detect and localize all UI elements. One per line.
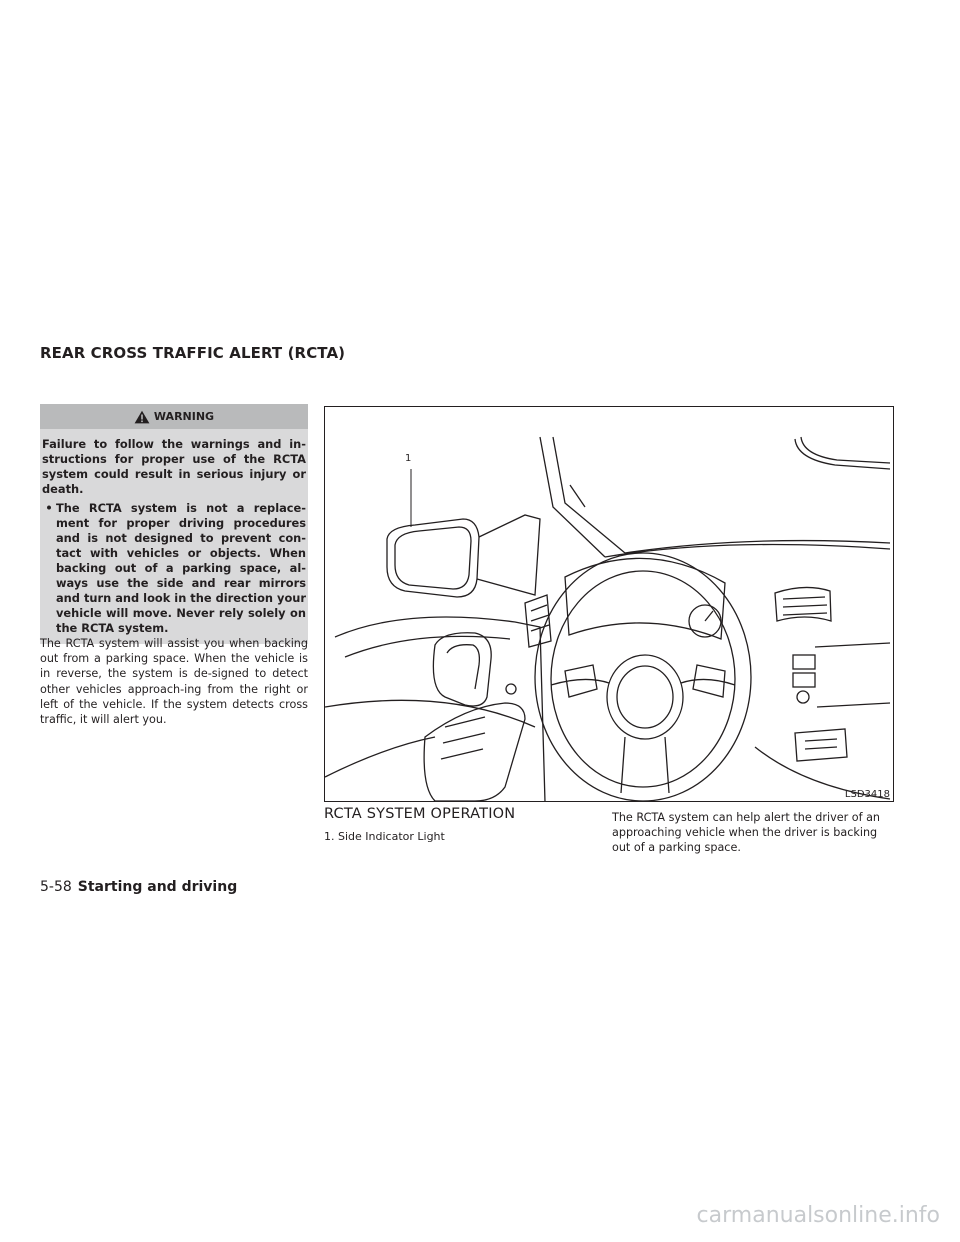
warning-header	[40, 404, 308, 429]
warning-triangle-icon	[134, 410, 150, 424]
warning-bullet	[42, 501, 306, 636]
warning-body	[40, 429, 308, 644]
chapter-title: Starting and driving	[77, 879, 238, 895]
page-number: 5-58	[40, 879, 72, 895]
operation-paragraph: The RCTA system can help alert the driver of an approaching vehicle when the driver is backing out of a parking space.	[612, 811, 881, 855]
figure-legend: 1. Side Indicator Light	[324, 830, 445, 843]
sub-heading: RCTA SYSTEM OPERATION	[324, 806, 516, 822]
page-footer	[40, 879, 237, 895]
warning-box	[40, 404, 308, 644]
bullet-dot: •	[45, 501, 53, 515]
intro-paragraph: The RCTA system will assist you when backing out from a parking space. When the vehicle is in reverse, the system is de-signed to detect other vehicles approach-ing from the right or left of the vehicle. If the system detects cross traffic, it will alert you.	[40, 637, 308, 727]
figure-code: LSD3418	[844, 789, 890, 800]
dashboard-illustration	[324, 406, 894, 802]
warning-title: WARNING	[153, 410, 215, 423]
section-heading: REAR CROSS TRAFFIC ALERT (RCTA)	[40, 344, 346, 362]
warning-paragraph: Failure to follow the warnings and in-structions for proper use of the RCTA system could result in serious injury or death.	[42, 437, 306, 496]
watermark: carmanualsonline.info	[696, 1203, 940, 1228]
warning-bullet-text: The RCTA system is not a replace-ment for proper driving procedures and is not designed to prevent con-tact with vehicles or objects. When backing out of a parking space, al-ways use the side and rear mirrors and turn and look in the direction your vehicle will move. Never rely solely on the RCTA system.	[56, 501, 306, 635]
dashboard-line-art	[325, 407, 894, 802]
figure-callout-1: 1	[405, 453, 412, 464]
